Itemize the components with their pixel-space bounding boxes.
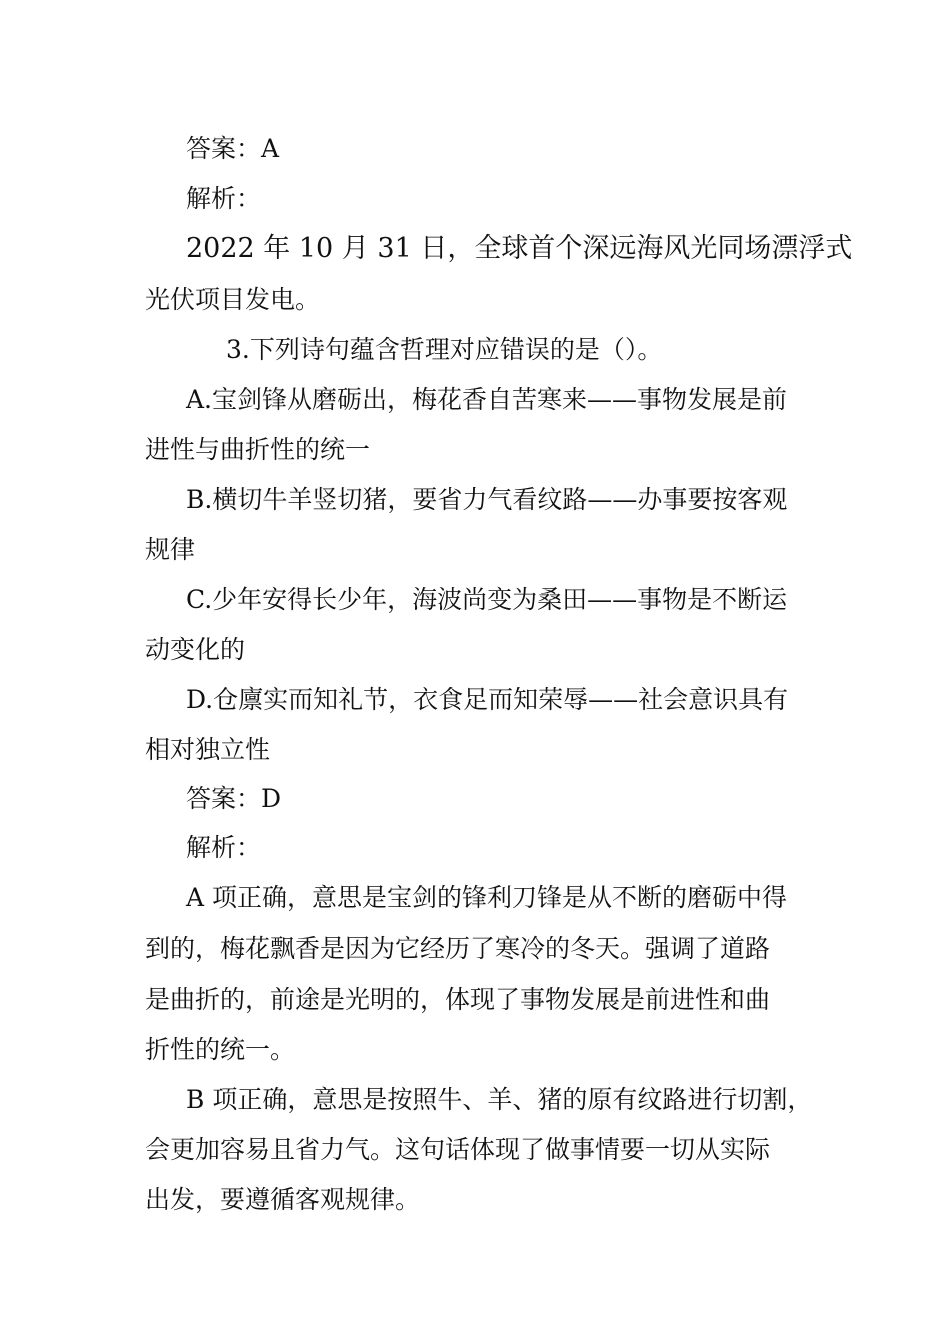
- analysis-a-line-3: 是曲折的，前途是光明的，体现了事物发展是前进性和曲: [145, 985, 771, 1014]
- question-3-analysis-label: 解析：: [186, 833, 262, 862]
- option-c-line-1: C.少年安得长少年，海波尚变为桑田——事物是不断运: [186, 585, 788, 614]
- question-3-answer: 答案：D: [186, 784, 282, 813]
- analysis-b-line-1: B 项正确，意思是按照牛、羊、猪的原有纹路进行切割，: [186, 1085, 813, 1114]
- analysis-a-line-2: 到的，梅花飘香是因为它经历了寒冷的冬天。强调了道路: [145, 934, 771, 963]
- option-d-line-1: D.仓廪实而知礼节，衣食足而知荣辱——社会意识具有: [186, 685, 789, 714]
- option-b-line-1: B.横切牛羊竖切猪，要省力气看纹路——办事要按客观: [186, 485, 788, 514]
- previous-answer: 答案：A: [186, 134, 280, 163]
- previous-analysis-label: 解析：: [186, 184, 262, 213]
- option-c-line-2: 动变化的: [145, 635, 246, 664]
- analysis-b-line-2: 会更加容易且省力气。这句话体现了做事情要一切从实际: [145, 1135, 771, 1164]
- analysis-a-line-4: 折性的统一。: [145, 1035, 296, 1064]
- previous-explanation-line-2: 光伏项目发电。: [145, 285, 321, 314]
- analysis-a-line-1: A 项正确，意思是宝剑的锋利刀锋是从不断的磨砺中得: [186, 883, 788, 912]
- analysis-b-line-3: 出发，要遵循客观规律。: [145, 1185, 421, 1214]
- question-3-title: 3.下列诗句蕴含哲理对应错误的是（）。: [226, 335, 663, 364]
- option-a-line-1: A.宝剑锋从磨砺出，梅花香自苦寒来——事物发展是前: [186, 385, 788, 414]
- option-d-line-2: 相对独立性: [145, 735, 271, 764]
- option-a-line-2: 进性与曲折性的统一: [145, 435, 371, 464]
- previous-explanation-line-1: 2022 年 10 月 31 日，全球首个深远海风光同场漂浮式: [186, 233, 853, 264]
- option-b-line-2: 规律: [145, 535, 196, 564]
